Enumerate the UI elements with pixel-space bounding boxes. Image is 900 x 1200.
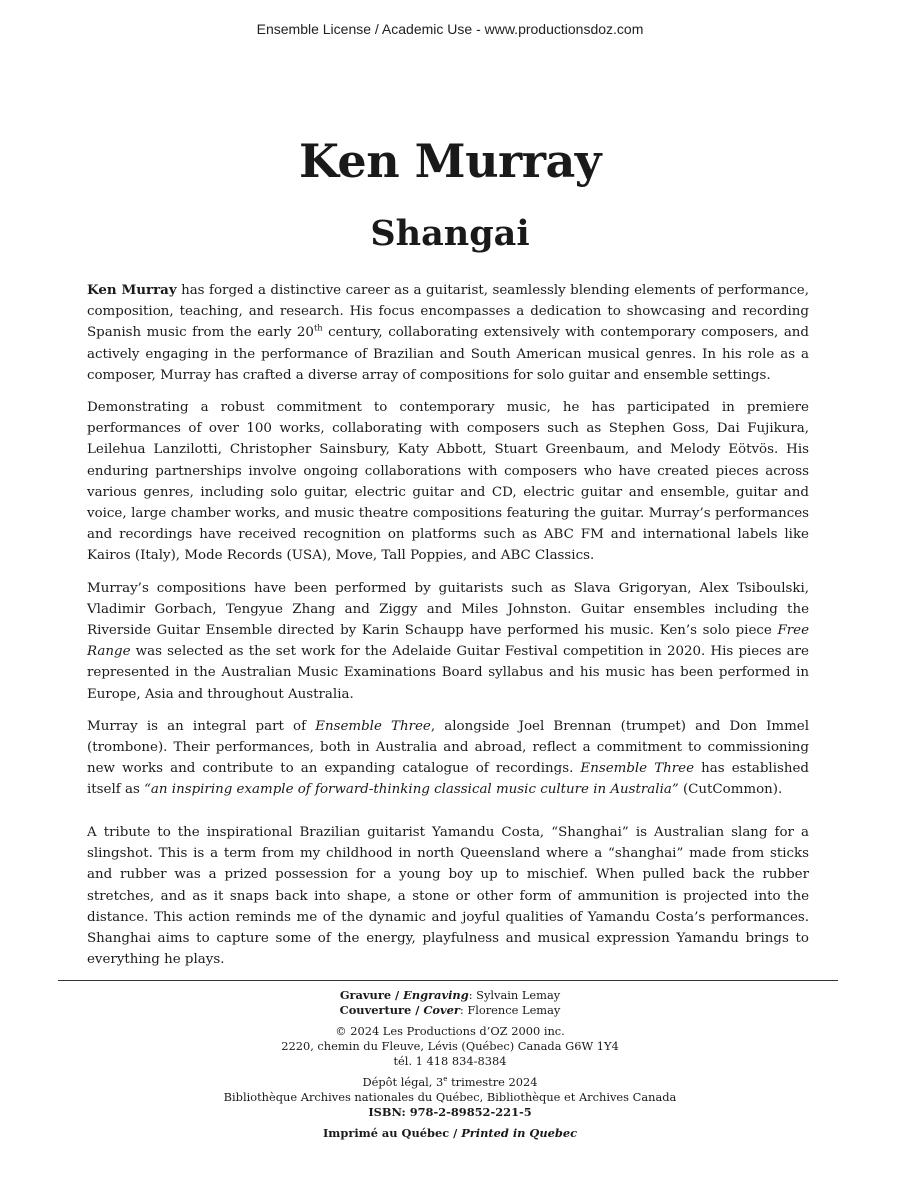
work-title: Free Range (87, 623, 809, 660)
bio-paragraph-4 (87, 716, 809, 801)
label-en: Cover (423, 1003, 460, 1017)
program-note: A tribute to the inspirational Brazilian guitarist Yamandu Costa, “Shanghai” is Australian slang for a slingshot. This is a term from my childhood in north Queensland where a “shanghai” made from sticks and rubber was a prized possession for a young boy up to mischief. When pulled back the rubber stretches, and as it snaps back into shape, a stone or other form of ammunition is projected into the distance. This action reminds me of the dynamic and joyful qualities of Yamandu Costa’s performances. Shanghai aims to capture some of the energy, playfulness and musical expression Yamandu brings to everything he plays. (87, 825, 809, 968)
credits (0, 988, 900, 1018)
legal-deposit (0, 1075, 900, 1120)
ensemble-name: Ensemble Three (315, 718, 431, 734)
phone: tél. 1 418 834-8384 (393, 1054, 507, 1068)
ensemble-name: Ensemble Three (580, 761, 695, 777)
bio-text: century, collaborating extensively with contemporary composers, and actively engaging in the performance of Brazilian and South American musical genres. In his role as a composer, Murray has crafted a diverse array of compositions for solo guitar and ensemble settings. (87, 325, 810, 383)
superscript: e (443, 1074, 448, 1084)
printed-line (0, 1126, 900, 1141)
license-header: Ensemble License / Academic Use - www.productionsdoz.com (256, 21, 644, 37)
bio-text: Murray’s compositions have been performed by guitarists such as Slava Grigoryan, Alex Tsiboulski, Vladimir Gorbach, Tengyue Zhang and Ziggy and Miles Johnston. Guitar ensembles including the Riverside Guitar Ensemble directed by Karin Schaupp have performed his music. Ken’s solo piece (87, 580, 809, 639)
printed-fr: Imprimé au Québec / (322, 1126, 462, 1140)
quote: “an inspiring example of forward-thinking classical music culture in Australia” (144, 782, 679, 798)
depot-text: Dépôt légal, 3 (362, 1075, 444, 1089)
bio-paragraph-1 (87, 280, 809, 386)
printed-en: Printed in Quebec (461, 1126, 578, 1140)
bio-name: Ken Murray (87, 282, 177, 298)
depot-legal (0, 1075, 900, 1090)
bio-text: Murray is an integral part of (87, 718, 316, 734)
cover-artist-name: : Florence Lemay (459, 1003, 561, 1017)
divider (58, 980, 838, 981)
cover-credit (0, 1003, 900, 1018)
label-en: Engraving (403, 988, 469, 1002)
bio-text: has established itself as (87, 761, 809, 798)
bio-text: (CutCommon). (678, 782, 783, 798)
engraver-name: : Sylvain Lemay (468, 988, 561, 1002)
address: 2220, chemin du Fleuve, Lévis (Québec) Canada G6W 1Y4 (281, 1039, 619, 1053)
bio-text: , alongside Joel Brennan (trumpet) and Don Immel (trombone). Their performances, both in Australia and abroad, reflect a commitment to commissioning new works and contribute to an expanding catalogue of recordings. (87, 718, 809, 777)
bio-paragraph-3 (87, 578, 809, 705)
piece-title: Shangai (370, 213, 530, 254)
copyright: © 2024 Les Productions d’OZ 2000 inc. (335, 1024, 565, 1038)
biography (87, 280, 809, 812)
engraving-credit (0, 988, 900, 1003)
superscript: th (313, 322, 323, 333)
label-fr: Couverture / (339, 1003, 424, 1017)
isbn: ISBN: 978-2-89852-221-5 (368, 1105, 532, 1119)
bio-text: was selected as the set work for the Adelaide Guitar Festival competition in 2020. His pieces are represented in the Australian Music Examinations Board syllabus and his music has been performed in Europe, Asia and throughout Australia. (87, 644, 809, 702)
cover-label (340, 1003, 460, 1017)
archives: Bibliothèque Archives nationales du Québec, Bibliothèque et Archives Canada (223, 1090, 677, 1104)
publisher-info (0, 1024, 900, 1069)
colophon (0, 988, 900, 1147)
printed-in (0, 1126, 900, 1141)
composer-title: Ken Murray (298, 134, 602, 188)
label-fr: Gravure / (339, 988, 404, 1002)
depot-text: trimestre 2024 (447, 1075, 538, 1089)
bio-text: has forged a distinctive career as a guitarist, seamlessly blending elements of performance, composition, teaching, and research. His focus encompasses a dedication to showcasing and recording Spanish music from the early 20 (87, 283, 809, 341)
bio-paragraph-2: Demonstrating a robust commitment to contemporary music, he has participated in premiere performances of over 100 works, collaborating with composers such as Stephen Goss, Dai Fujikura, Leilehua Lanzilotti, Christopher Sainsbury, Katy Abbott, Stuart Greenbaum, and Melody Eötvös. His enduring partnerships involve ongoing collaborations with composers who have created pieces across various genres, including solo guitar, electric guitar and CD, electric guitar and ensemble, guitar and voice, large chamber works, and music theatre compositions featuring the guitar. Murray’s performances and recordings have received recognition on platforms such as ABC FM and international labels like Kairos (Italy), Mode Records (USA), Move, Tall Poppies, and ABC Classics. (87, 400, 809, 564)
engraving-label (340, 988, 469, 1002)
